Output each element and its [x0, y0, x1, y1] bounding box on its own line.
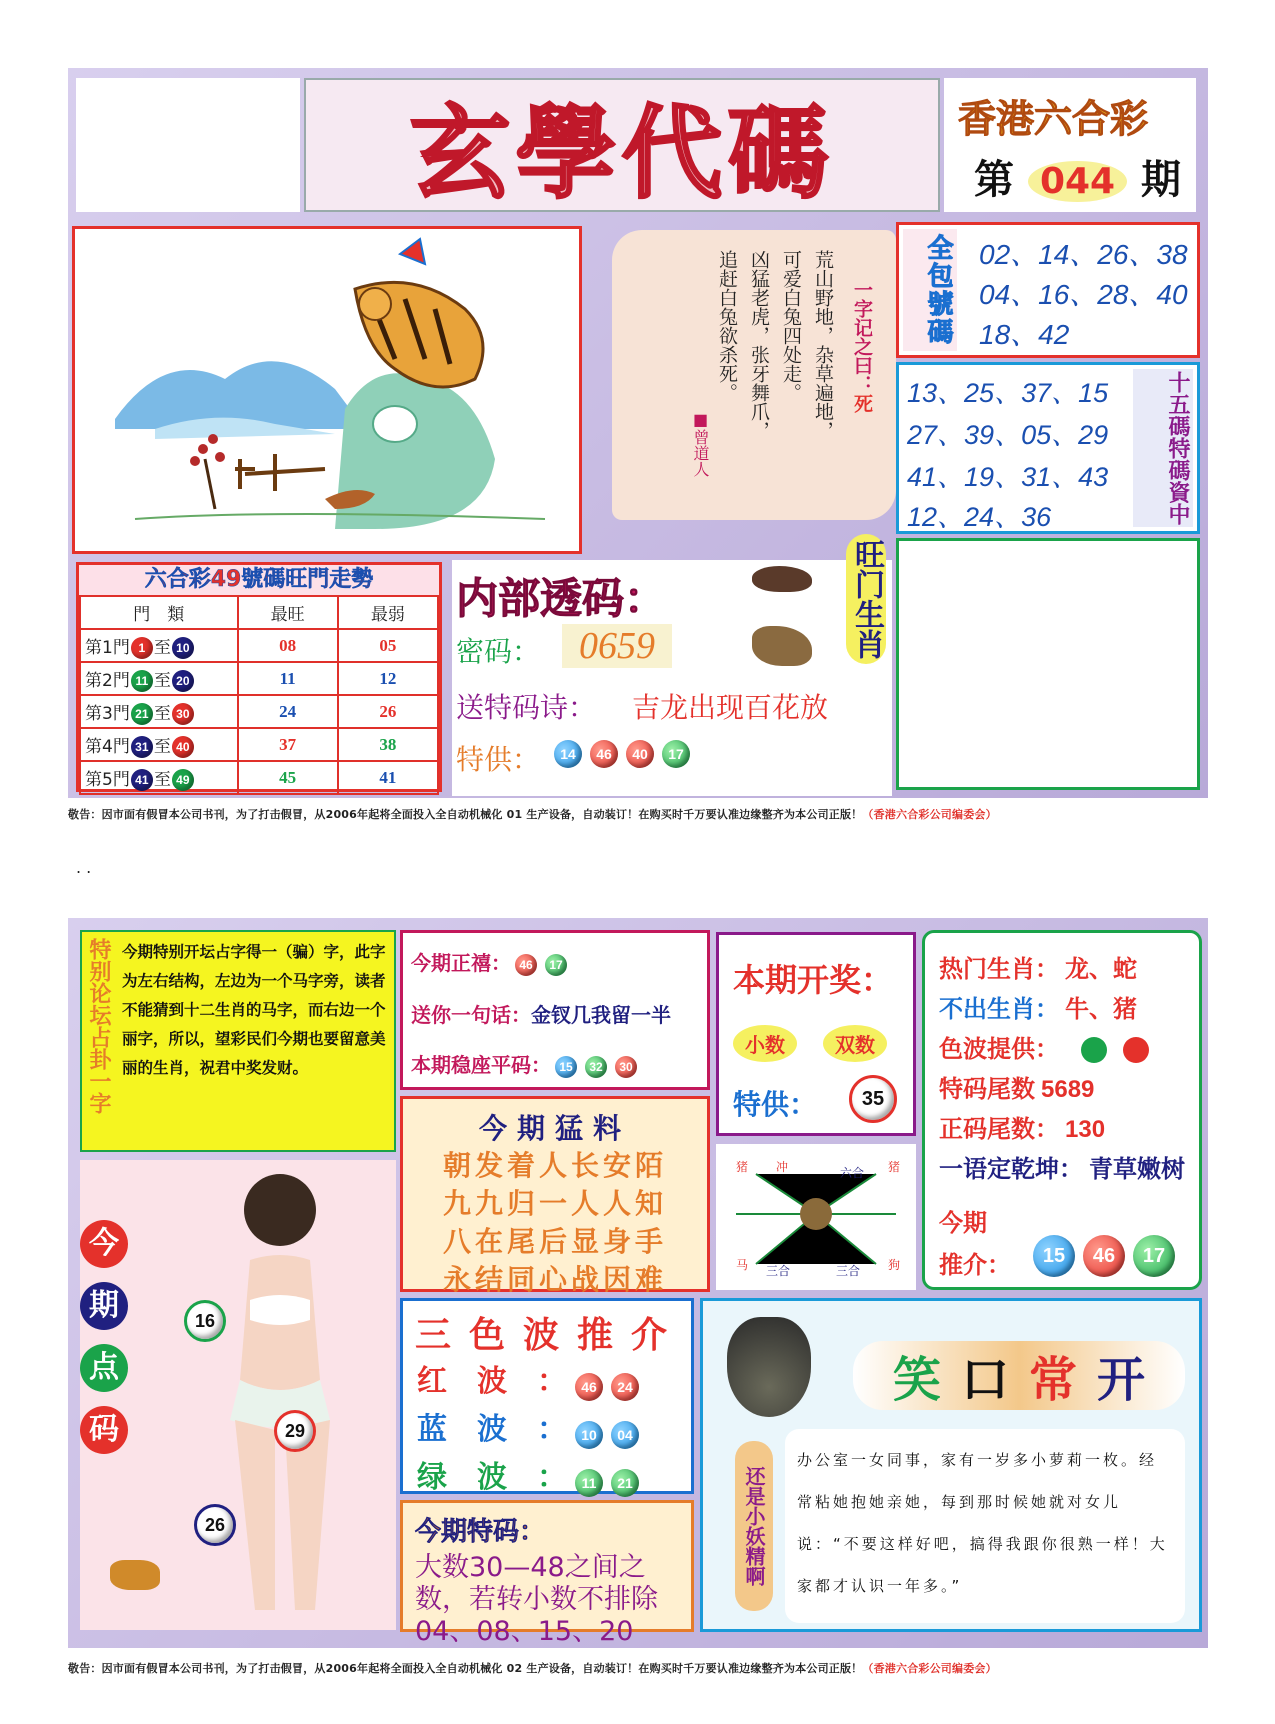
- door-from-ball: 1: [131, 637, 153, 659]
- diagram-horse: 马: [736, 1258, 749, 1272]
- door-to-ball: 20: [172, 670, 194, 692]
- trend-title: 六合彩49號碼旺門走勢: [79, 565, 439, 595]
- recommend-balls: [1029, 1235, 1179, 1277]
- door-to-ball: 40: [172, 736, 194, 758]
- points-char: 期: [80, 1282, 128, 1330]
- word-of-day-char: 死: [851, 394, 873, 413]
- brand-name: 香港六合彩: [958, 97, 1149, 141]
- door-from-ball: 11: [131, 670, 153, 692]
- issue-box: [944, 78, 1196, 212]
- number-ball: 30: [615, 1056, 637, 1078]
- hot-row: [939, 1029, 1185, 1069]
- fifteen-line: 13、25、37、15: [907, 378, 1109, 408]
- password-value: 0659: [562, 624, 672, 668]
- diagram-six-he: 六合: [840, 1166, 865, 1180]
- page-title: 玄學代碼: [410, 94, 834, 212]
- hot-label: 热门生肖：: [939, 955, 1059, 983]
- draw-double: 双数: [823, 1025, 887, 1062]
- number-ball: 46: [1083, 1235, 1125, 1277]
- door-label: 第1門: [85, 637, 130, 658]
- trend-header: 門 類: [80, 596, 238, 629]
- page-separator: . .: [76, 858, 92, 877]
- diagram-dog: 狗: [888, 1258, 901, 1272]
- three-color-box: [400, 1298, 694, 1494]
- phrase-text: 金钗几我留一半: [531, 1003, 671, 1027]
- color-wave-row: [417, 1406, 691, 1454]
- zodiac-diagram: [716, 1144, 916, 1290]
- special-balls: [550, 740, 694, 768]
- door-to-word: 至: [153, 637, 171, 658]
- color-wave-balls: [571, 1424, 643, 1443]
- trend-min-cell: 26: [338, 695, 438, 728]
- joke-text: 办公室一女同事，家有一岁多小萝莉一枚。经常粘她抱她亲她，每到那时候她就对女儿说：“不要这样好吧，搞得我跟你很熟一样！大家都才认识一年多。”: [785, 1429, 1185, 1623]
- all-numbers-line: 02、14、26、38: [979, 239, 1188, 270]
- hot-label: 正码尾数：: [939, 1115, 1059, 1143]
- trend-door-cell: [80, 761, 238, 794]
- page1-blank-box: [76, 78, 300, 212]
- model-panel: [80, 1160, 396, 1630]
- forum-label: 特别论坛占卦一字: [86, 938, 111, 1114]
- password-label: 密码：: [456, 635, 541, 668]
- hot-row: [939, 1149, 1185, 1189]
- number-ball: 46: [515, 954, 537, 976]
- color-wave-dot: [1081, 1037, 1107, 1063]
- door-to-word: 至: [153, 769, 171, 790]
- color-wave-balls: [571, 1376, 643, 1395]
- all-numbers-line: 04、16、28、40: [979, 279, 1188, 310]
- recommend-label-1: 今期: [939, 1209, 987, 1237]
- stable-balls: [551, 1053, 641, 1077]
- trend-header-row: [80, 596, 438, 629]
- fifteen-label: 十五碼特碼資中: [1133, 369, 1193, 527]
- draw-special-ball: 35: [849, 1075, 897, 1123]
- word-of-day-label: 一字记之曰：: [851, 280, 873, 394]
- tiger-icon: [110, 1560, 160, 1590]
- number-ball: 04: [611, 1421, 639, 1449]
- door-to-ball: 30: [172, 703, 194, 725]
- page1-footer: [68, 806, 997, 822]
- fierce-lines: [403, 1147, 707, 1299]
- laugh-title-char: 开: [1097, 1352, 1146, 1408]
- stable-row: [411, 1049, 641, 1078]
- trend-min-cell: 12: [338, 662, 438, 695]
- trend-table-box: [76, 562, 442, 792]
- footer-tag: （香港六合彩公司编委会）: [862, 808, 997, 821]
- model-silhouette: [170, 1160, 370, 1620]
- all-numbers-label: 全包號碼: [903, 229, 957, 351]
- color-wave-label: 红 波 ：: [417, 1364, 567, 1399]
- number-ball: 46: [575, 1373, 603, 1401]
- door-to-ball: 10: [172, 637, 194, 659]
- scroll-poem-line: 荒山野地，杂草遍地，: [812, 250, 834, 440]
- color-wave-label: 绿 波 ：: [417, 1460, 567, 1495]
- number-ball: 21: [611, 1469, 639, 1497]
- fierce-line: 八在尾后显身手: [442, 1225, 667, 1258]
- laugh-title-char: 常: [1029, 1352, 1078, 1408]
- diagram-three-he-left: 三合: [766, 1264, 791, 1278]
- fierce-line: 永结同心战因难: [442, 1263, 667, 1296]
- recommend-label-2: 推介：: [939, 1251, 1011, 1279]
- scroll-author: ■曾道人: [691, 410, 710, 477]
- diagram-pig-right: 猪: [888, 1160, 901, 1174]
- door-to-word: 至: [153, 670, 171, 691]
- trend-row: [80, 728, 438, 761]
- hot-label: 特码尾数: [939, 1075, 1035, 1103]
- issue-prefix: 第: [974, 157, 1014, 203]
- strong-box: [400, 930, 710, 1090]
- fierce-title: 今期猛料: [478, 1112, 631, 1145]
- hot-value: 130: [1065, 1116, 1106, 1143]
- issue-number: 044: [1028, 161, 1127, 202]
- hot-value: 牛、猪: [1065, 995, 1137, 1023]
- laugh-title-char: 笑: [893, 1352, 942, 1408]
- trend-min-cell: 05: [338, 629, 438, 662]
- fifteen-numbers-box: [896, 362, 1200, 534]
- all-numbers-line: 18、42: [979, 319, 1070, 350]
- number-ball: 11: [575, 1469, 603, 1497]
- points-label: [80, 1220, 128, 1468]
- fifteen-line: 12、24、36: [907, 502, 1052, 532]
- inside-title: 内部透码：: [456, 574, 667, 623]
- all-numbers-box: [896, 222, 1200, 358]
- laugh-title-char: 口: [961, 1352, 1010, 1408]
- number-ball: 15: [555, 1056, 577, 1078]
- number-ball: 17: [545, 954, 567, 976]
- laugh-box: [700, 1298, 1202, 1632]
- door-from-ball: 21: [131, 703, 153, 725]
- trend-max-cell: 45: [238, 761, 338, 794]
- footer-text: 敬告：因市面有假冒本公司书刊，为了打击假冒，从2006年起将全面投入全自动机械化 01 生产设备，自动装订！在购买时千万要认准边缘整齐为本公司正版！: [68, 808, 863, 821]
- trend-table: [79, 595, 439, 795]
- fierce-line: 朝发着人长安陌: [442, 1149, 667, 1182]
- points-char: 今: [80, 1220, 128, 1268]
- point-ball: 29: [274, 1410, 316, 1452]
- door-to-word: 至: [153, 703, 171, 724]
- special-label: 特供：: [456, 743, 541, 776]
- inside-code-box: [452, 560, 892, 796]
- forum-box: [80, 930, 396, 1152]
- hot-row: [939, 1069, 1185, 1109]
- door-label: 第3門: [85, 703, 130, 724]
- hot-box: [922, 930, 1202, 1290]
- diagram-attack: 冲: [776, 1160, 789, 1174]
- diagram-pig-left: 猪: [736, 1160, 749, 1174]
- color-wave-row: [417, 1358, 691, 1406]
- scroll-poem-line: 追赶白兔欲杀死。: [716, 250, 738, 402]
- phrase-row: [411, 999, 671, 1028]
- strong-label: 今期正禧：: [411, 951, 511, 975]
- special-code-box: [400, 1500, 694, 1647]
- forum-text: 今期特别开坛占字得一（骗）字，此字为左右结构，左边为一个马字旁，读者不能猜到十二生肖的马字，而右边一个丽字，所以，望彩民们今期也要留意美丽的生肖，祝君中奖发财。: [122, 943, 386, 1077]
- number-ball: 15: [1033, 1235, 1075, 1277]
- hot-label: 一语定乾坤：: [939, 1155, 1083, 1183]
- number-ball: 17: [1133, 1235, 1175, 1277]
- rat-icon: [752, 566, 812, 592]
- color-wave-row: [417, 1454, 691, 1502]
- footer-tag: （香港六合彩公司编委会）: [862, 1662, 997, 1675]
- color-wave-balls: [571, 1472, 643, 1491]
- page1-title-banner: [304, 78, 940, 212]
- stable-label: 本期稳座平码：: [411, 1053, 551, 1077]
- hot-row: [939, 1109, 1185, 1149]
- laugh-title: [853, 1341, 1185, 1410]
- word-of-day: [849, 280, 876, 413]
- door-label: 第2門: [85, 670, 130, 691]
- hot-value: 5689: [1041, 1076, 1095, 1103]
- poem-scroll: [612, 230, 896, 520]
- footer-text: 敬告：因市面有假冒本公司书刊，为了打击假冒，从2006年起将全面投入全自动机械化 02 生产设备，自动装订！在购买时千万要认准边缘整齐为本公司正版！: [68, 1662, 863, 1675]
- number-ball: 46: [590, 740, 618, 768]
- three-color-title: 三色波推介: [415, 1315, 686, 1356]
- wangmen-label: 旺门生肖: [846, 534, 886, 664]
- trend-max-cell: 24: [238, 695, 338, 728]
- number-ball: 10: [575, 1421, 603, 1449]
- hot-label: 不出生肖：: [939, 995, 1059, 1023]
- money-bag-illustration: [727, 1317, 811, 1417]
- number-ball: 17: [662, 740, 690, 768]
- door-to-ball: 49: [172, 769, 194, 791]
- trend-door-cell: [80, 728, 238, 761]
- page1-blank-panel: [896, 538, 1200, 790]
- trend-row: [80, 662, 438, 695]
- number-ball: 32: [585, 1056, 607, 1078]
- door-label: 第5門: [85, 769, 130, 790]
- number-ball: 24: [611, 1373, 639, 1401]
- number-ball: 14: [554, 740, 582, 768]
- point-ball: 16: [184, 1300, 226, 1342]
- door-from-ball: 41: [131, 769, 153, 791]
- laugh-side-label: 还是小妖精啊: [735, 1441, 773, 1611]
- issue-line: [974, 148, 1181, 205]
- trend-row: [80, 629, 438, 662]
- trend-max-cell: 11: [238, 662, 338, 695]
- trend-max-cell: 37: [238, 728, 338, 761]
- special-code-text: 大数30—48之间之数，若转小数不排除04、08、15、20: [415, 1552, 658, 1647]
- draw-box: [716, 932, 916, 1136]
- three-color-rows: [403, 1358, 691, 1502]
- door-to-word: 至: [153, 736, 171, 757]
- draw-small: 小数: [733, 1025, 797, 1062]
- hot-label: 色波提供：: [939, 1035, 1059, 1063]
- trend-max-cell: 08: [238, 629, 338, 662]
- trend-door-cell: [80, 629, 238, 662]
- landscape-picture: [75, 229, 579, 551]
- draw-special-label: 特供：: [733, 1088, 818, 1121]
- fierce-box: [400, 1096, 710, 1296]
- scroll-poem-line: 凶猛老虎，张牙舞爪，: [748, 250, 770, 440]
- fifteen-line: 41、19、31、43: [907, 462, 1109, 492]
- diagram-three-he-right: 三合: [836, 1264, 861, 1278]
- color-wave-dot: [1123, 1037, 1149, 1063]
- points-char: 点: [80, 1344, 128, 1392]
- trend-min-cell: 38: [338, 728, 438, 761]
- tiger-rabbit-illustration: [72, 226, 582, 554]
- strong-balls: [511, 951, 571, 975]
- dog-icon: [752, 626, 812, 666]
- draw-title: 本期开奖：: [733, 961, 894, 999]
- strong-row: [411, 947, 571, 976]
- trend-door-cell: [80, 662, 238, 695]
- scroll-poem-line: 可爱白兔四处走。: [780, 250, 802, 402]
- trend-header: 最旺: [238, 596, 338, 629]
- fifteen-line: 27、39、05、29: [907, 420, 1109, 450]
- issue-suffix: 期: [1141, 157, 1182, 203]
- special-code-title: 今期特码：: [415, 1517, 546, 1547]
- fierce-line: 九九归一人人知: [442, 1187, 667, 1220]
- trend-header: 最弱: [338, 596, 438, 629]
- hot-row: [939, 949, 1185, 989]
- hot-value: 龙、蛇: [1065, 955, 1137, 983]
- trend-row: [80, 761, 438, 794]
- poem-value: 吉龙出现百花放: [632, 691, 829, 724]
- point-ball: 26: [194, 1504, 236, 1546]
- hot-list: [939, 949, 1185, 1189]
- page2-footer: [68, 1660, 997, 1676]
- poem-label: 送特码诗：: [456, 691, 597, 724]
- number-ball: 40: [626, 740, 654, 768]
- hot-value: 青草嫩树: [1089, 1155, 1185, 1183]
- phrase-label: 送你一句话：: [411, 1003, 531, 1027]
- color-wave-label: 蓝 波 ：: [417, 1412, 567, 1447]
- trend-min-cell: 41: [338, 761, 438, 794]
- hot-row: [939, 989, 1185, 1029]
- door-label: 第4門: [85, 736, 130, 757]
- trend-door-cell: [80, 695, 238, 728]
- trend-row: [80, 695, 438, 728]
- door-from-ball: 31: [131, 736, 153, 758]
- points-char: 码: [80, 1406, 128, 1454]
